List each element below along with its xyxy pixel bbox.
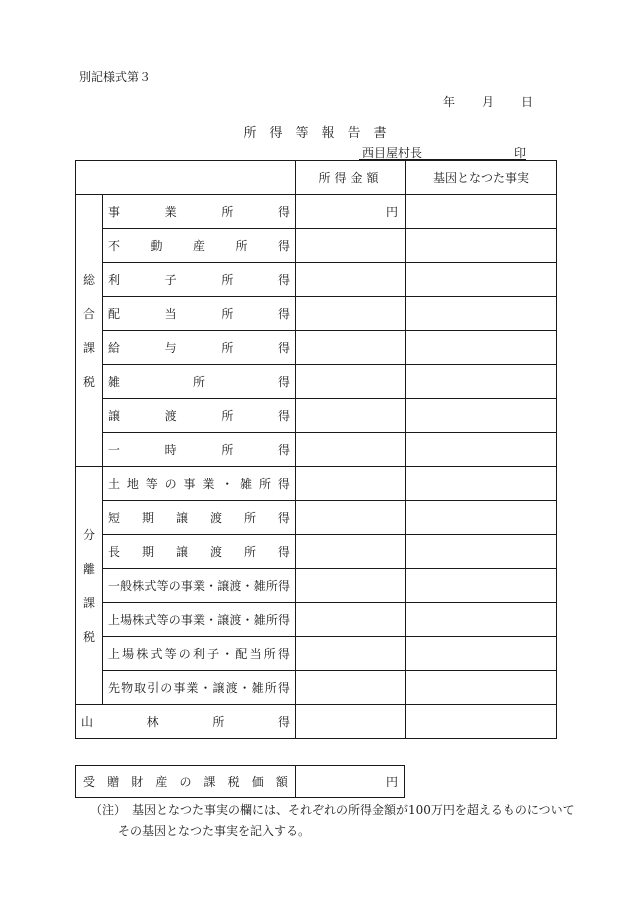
income-amount-field[interactable] [296,399,406,433]
basis-fact-field[interactable] [406,603,557,637]
category-label: 総 合 課 税 [82,272,95,389]
income-amount-field[interactable] [296,501,406,535]
table-row [76,433,557,467]
income-type-label [103,501,296,535]
header-amount: 所得金額 [296,161,406,195]
table-row [76,229,557,263]
table-row [76,569,557,603]
table-row [76,365,557,399]
year-label: 年 [443,95,456,109]
income-type-text: 不 動 産 所 得 [108,239,290,253]
table-row [76,467,557,501]
forest-income-label [76,705,296,739]
income-type-text: 一 般 株 式 等 の 事 業 ・ 譲 渡 ・ 雑 所 得 [108,579,290,593]
income-amount-field[interactable] [296,705,406,739]
income-type-label [103,399,296,433]
income-amount-field[interactable] [296,671,406,705]
addressee-line [359,144,526,160]
category-separate-taxation [76,467,103,705]
footnote-line-1: （注） 基因となつた事実の欄には、それぞれの所得金額が100万円を超えるものについて [90,803,575,817]
table-row-forest [76,705,557,739]
income-type-text: 上 場 株 式 等 の 事 業 ・ 譲 渡 ・ 雑 所 得 [108,613,290,627]
income-type-label [103,331,296,365]
income-type-label [103,467,296,501]
income-type-label [103,671,296,705]
income-type-label [103,263,296,297]
addressee-name: 西目屋村長 [362,146,423,160]
income-type-text: 雑 所 得 [108,375,290,389]
table-row [76,603,557,637]
income-type-text: 利 子 所 得 [108,273,290,287]
header-fact: 基因となつた事実 [406,161,557,195]
income-amount-field[interactable] [296,467,406,501]
income-amount-field[interactable] [296,637,406,671]
table-row [76,535,557,569]
income-amount-field[interactable] [296,297,406,331]
table-row [76,263,557,297]
table-row [76,331,557,365]
income-type-text: 長 期 譲 渡 所 得 [108,545,290,559]
income-amount-field[interactable] [296,535,406,569]
basis-fact-field[interactable] [406,671,557,705]
income-amount-field[interactable] [296,433,406,467]
category-label: 分 離 課 税 [82,527,95,644]
basis-fact-field[interactable] [406,297,557,331]
income-report-table [75,160,557,739]
date-line [443,93,533,110]
basis-fact-field[interactable] [406,365,557,399]
basis-fact-field[interactable] [406,501,557,535]
income-type-label [103,229,296,263]
footnote-line-2: その基因となつた事実を記入する。 [118,824,311,838]
income-type-text: 譲 渡 所 得 [108,409,290,423]
table-row [76,501,557,535]
income-type-text: 事 業 所 得 [108,205,290,219]
basis-fact-field[interactable] [406,331,557,365]
month-label: 月 [481,95,494,109]
income-type-label [103,365,296,399]
income-type-label [103,297,296,331]
income-type-text: 先 物 取 引 の 事 業 ・ 譲 渡 ・ 雑 所 得 [108,681,290,695]
category-general-taxation [76,195,103,467]
basis-fact-field[interactable] [406,263,557,297]
form-number: 別記様式第３ [79,70,152,84]
basis-fact-field[interactable] [406,637,557,671]
table-row [76,671,557,705]
income-amount-field[interactable] [296,365,406,399]
income-type-label [103,637,296,671]
basis-fact-field[interactable] [406,399,557,433]
income-type-label [103,603,296,637]
basis-fact-field[interactable] [406,467,557,501]
income-type-label [103,569,296,603]
income-amount-field[interactable] [296,331,406,365]
basis-fact-field[interactable] [406,433,557,467]
income-type-label [103,195,296,229]
page-title: 所得等報告書 [243,126,400,141]
header-row [76,161,557,195]
basis-fact-field[interactable] [406,195,557,229]
basis-fact-field[interactable] [406,229,557,263]
income-amount-field[interactable] [296,569,406,603]
basis-fact-field[interactable] [406,569,557,603]
income-type-text: 給 与 所 得 [108,341,290,355]
table-row [76,399,557,433]
basis-fact-field[interactable] [406,705,557,739]
gift-value-field[interactable] [296,766,404,797]
day-label: 日 [520,95,533,109]
seal-mark: 印 [513,146,526,160]
gift-label: 受 贈 財 産 の 課 税 価 額 [76,766,296,797]
income-amount-field[interactable] [296,603,406,637]
table-row [76,637,557,671]
basis-fact-field[interactable] [406,535,557,569]
income-type-text: 短 期 譲 渡 所 得 [108,511,290,525]
table-row [76,297,557,331]
gift-unit: 円 [385,775,398,789]
income-type-text: 土 地 等 の 事 業 ・ 雑 所 得 [108,477,290,491]
footnote [90,800,575,842]
header-blank-cell [76,161,296,195]
income-amount-field[interactable]: 円 [296,195,406,229]
income-type-text: 上 場 株 式 等 の 利 子 ・ 配 当 所 得 [108,647,290,661]
forest-income-text: 山 林 所 得 [81,715,290,729]
income-type-label [103,433,296,467]
income-type-label [103,535,296,569]
income-type-text: 配 当 所 得 [108,307,290,321]
income-amount-field[interactable] [296,263,406,297]
gift-assessed-value-row [75,765,405,798]
income-amount-field[interactable] [296,229,406,263]
table-row [76,195,557,229]
income-type-text: 一 時 所 得 [108,443,290,457]
